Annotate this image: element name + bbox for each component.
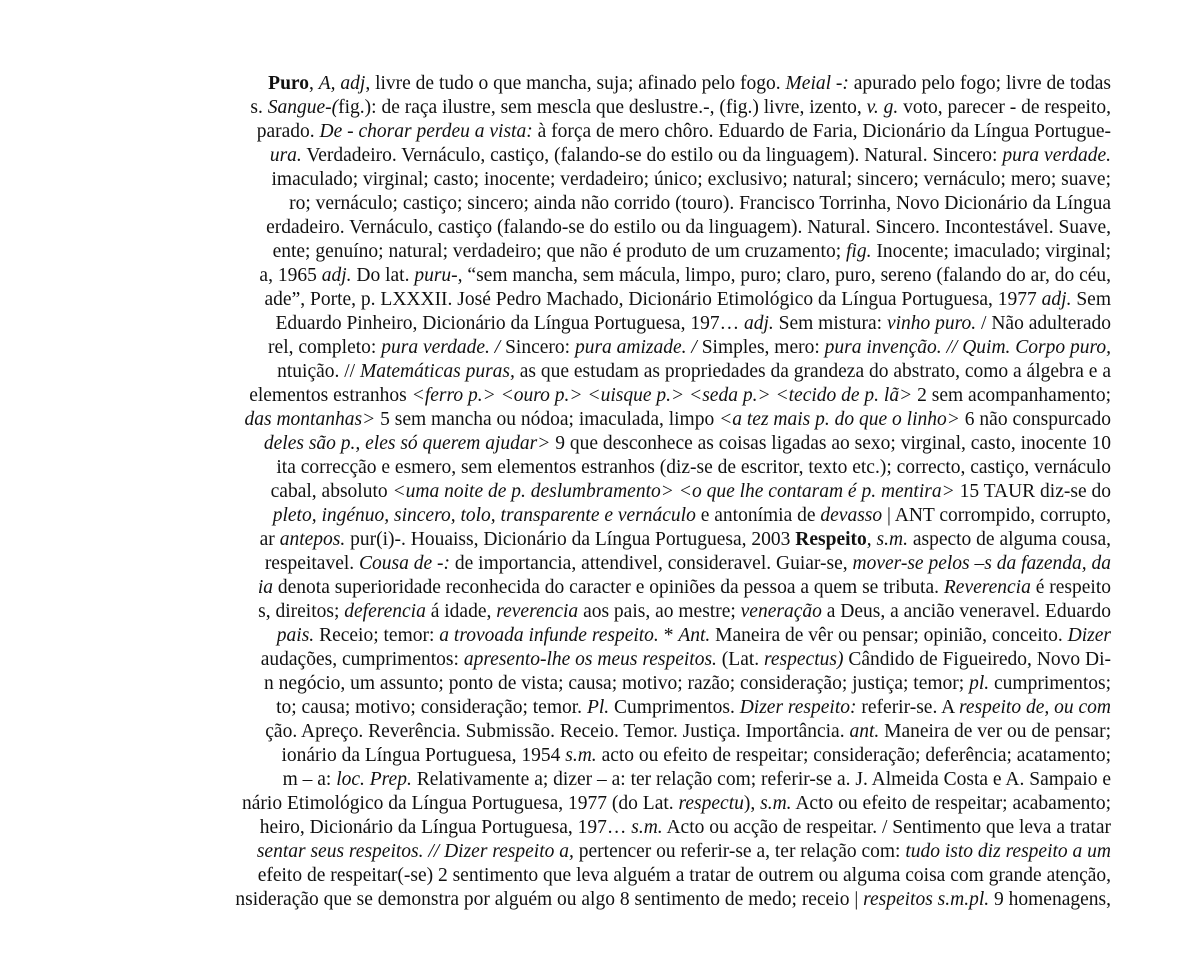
text-segment: ionário da Língua Portuguesa, 1954 bbox=[281, 745, 566, 766]
text-line-content bbox=[264, 431, 1111, 457]
text-line bbox=[0, 119, 1111, 145]
text-line-content bbox=[257, 119, 1111, 145]
text-segment: ente; genuíno; natural; verdadeiro; que não é produto de um cruzamento; bbox=[272, 241, 846, 262]
text-segment: , livre de tudo o que mancha, suja; afinado pelo fogo. bbox=[365, 73, 786, 94]
text-segment: denota superioridade reconhecida do caracter e opiniões da pessoa a quem se tributa. bbox=[273, 577, 944, 598]
text-segment: Maneira de vêr ou pensar; opinião, conceito. bbox=[710, 625, 1068, 646]
italic-text: das montanhas> bbox=[244, 409, 376, 430]
text-line bbox=[0, 95, 1111, 121]
italic-text: fig. bbox=[846, 241, 872, 262]
italic-text: adj. bbox=[321, 265, 352, 286]
text-segment: Sem mistura: bbox=[773, 313, 887, 334]
text-segment: 2 sem acompanhamento; bbox=[912, 385, 1111, 406]
text-line-content bbox=[245, 407, 1111, 433]
text-line bbox=[0, 479, 1111, 505]
text-segment: Acto ou efeito de respeitar; acabamento; bbox=[791, 793, 1111, 814]
italic-text: sentar seus respeitos. // Dizer respeito a, bbox=[256, 841, 574, 862]
text-line-content bbox=[260, 527, 1111, 553]
italic-text: Dizer bbox=[1067, 625, 1111, 646]
headword: Respeito bbox=[795, 529, 867, 550]
text-segment: 15 TAUR diz-se do bbox=[954, 481, 1111, 502]
text-segment: apurado pelo fogo; livre de todas bbox=[848, 73, 1111, 94]
text-segment: fig.): de raça ilustre, sem mescla que deslustre.-, (fig.) livre, izento, bbox=[338, 97, 867, 118]
text-segment: respeitavel. bbox=[264, 553, 360, 574]
text-segment: ita correcção e esmero, sem elementos estranhos (diz-se de escritor, texto etc.); correcto, castiço, vernáculo bbox=[276, 457, 1111, 478]
text-segment: ar bbox=[259, 529, 280, 550]
text-line-content bbox=[264, 671, 1111, 697]
text-segment: heiro, Dicionário da Língua Portuguesa, 197… bbox=[259, 817, 632, 838]
text-segment: “sem mancha, sem mácula, limpo, puro; claro, puro, sereno (falando do ar, do céu, bbox=[462, 265, 1111, 286]
text-line-content bbox=[277, 359, 1111, 385]
text-segment: à força de mero chôro. Eduardo de Faria, Dicionário da Língua Portugue- bbox=[532, 121, 1111, 142]
italic-text: ura. bbox=[269, 145, 302, 166]
text-line-content bbox=[273, 239, 1111, 265]
text-segment: Relativamente a; dizer – a: ter relação com; referir-se a. J. Almeida Costa e A. Sampaio e bbox=[411, 769, 1111, 790]
italic-text: pais. bbox=[276, 625, 315, 646]
text-line-content bbox=[261, 647, 1111, 673]
text-line-content bbox=[235, 887, 1111, 911]
italic-text: loc. Prep. bbox=[336, 769, 412, 790]
text-line-content bbox=[289, 191, 1111, 217]
italic-text: vinho puro. bbox=[886, 313, 977, 334]
text-segment: cumprimentos; bbox=[989, 673, 1111, 694]
italic-text: antepos. bbox=[279, 529, 346, 550]
text-segment: a Deus, a ancião veneravel. Eduardo bbox=[821, 601, 1111, 622]
text-line-content bbox=[258, 599, 1111, 625]
text-line bbox=[0, 503, 1111, 529]
italic-text: Meial -: bbox=[785, 73, 849, 94]
text-segment: Eduardo Pinheiro, Dicionário da Língua Portuguesa, 197… bbox=[275, 313, 744, 334]
text-segment: erdadeiro. Vernáculo, castiço (falando-se do estilo ou da linguagem). Natural. Sincero. Incontestável. Suave, bbox=[266, 217, 1111, 238]
italic-text: pura verdade. / bbox=[381, 337, 501, 358]
text-line bbox=[0, 887, 1111, 911]
text-line bbox=[0, 359, 1111, 385]
text-segment: Acto ou acção de respeitar. / Sentimento que leva a tratar bbox=[662, 817, 1111, 838]
text-line bbox=[0, 551, 1111, 577]
text-segment: imaculado; virginal; casto; inocente; verdadeiro; único; exclusivo; natural; sincero; vernáculo; mero; suave; bbox=[271, 169, 1111, 190]
text-line bbox=[0, 767, 1111, 793]
text-line bbox=[0, 71, 1111, 97]
text-segment: parado. bbox=[256, 121, 320, 142]
dictionary-text-block bbox=[0, 71, 1200, 911]
italic-text: deferencia bbox=[344, 601, 426, 622]
text-segment: , bbox=[308, 73, 319, 94]
text-line bbox=[0, 335, 1111, 361]
text-line bbox=[0, 263, 1111, 289]
italic-text: respeitos s.m.pl. bbox=[863, 889, 990, 910]
text-line bbox=[0, 311, 1111, 337]
text-line bbox=[0, 719, 1111, 745]
text-line bbox=[0, 167, 1111, 193]
italic-text: Pl. bbox=[586, 697, 610, 718]
italic-text: respectu bbox=[678, 793, 744, 814]
text-line bbox=[0, 527, 1111, 553]
text-segment: aos pais, ao mestre; bbox=[578, 601, 741, 622]
text-segment: ro; vernáculo; castiço; sincero; ainda não corrido (touro). Francisco Torrinha, Novo Dicionário da Língua bbox=[289, 193, 1111, 214]
text-segment: ade”, Porte, p. LXXXII. José Pedro Machado, Dicionário Etimológico da Língua Portuguesa, 1977 bbox=[264, 289, 1042, 310]
italic-text: ant. bbox=[849, 721, 880, 742]
text-line-content bbox=[265, 551, 1111, 577]
italic-text: adj. bbox=[1041, 289, 1072, 310]
text-line bbox=[0, 575, 1111, 601]
text-segment: nário Etimológico da Língua Portuguesa, 1977 (do Lat. bbox=[242, 793, 679, 814]
italic-text: Dizer respeito: bbox=[739, 697, 857, 718]
italic-text: adj. bbox=[743, 313, 774, 334]
italic-text: Cousa de -: bbox=[359, 553, 451, 574]
italic-text: A, adj bbox=[318, 73, 366, 94]
italic-text: s.m. bbox=[876, 529, 908, 550]
text-line-content bbox=[260, 815, 1111, 841]
italic-text: s.m. bbox=[565, 745, 597, 766]
text-line-content bbox=[276, 311, 1111, 337]
italic-text: Reverencia bbox=[943, 577, 1031, 598]
text-line-content bbox=[276, 695, 1111, 721]
italic-text: deles são p., eles só querem ajudar> bbox=[263, 433, 551, 454]
text-segment: m – a: bbox=[282, 769, 337, 790]
italic-text: s.m. bbox=[760, 793, 792, 814]
text-segment: audações, cumprimentos: bbox=[260, 649, 464, 670]
text-segment: s. bbox=[250, 97, 268, 118]
text-line-content bbox=[265, 719, 1111, 745]
italic-text: tudo isto diz respeito a um bbox=[905, 841, 1111, 862]
text-line-content bbox=[276, 455, 1111, 481]
italic-text: respeito de, ou com bbox=[959, 697, 1111, 718]
text-line-content bbox=[259, 263, 1111, 289]
italic-text: reverencia bbox=[496, 601, 579, 622]
italic-text: devasso bbox=[820, 505, 883, 526]
text-line bbox=[0, 191, 1111, 217]
text-segment: e antonímia de bbox=[695, 505, 821, 526]
text-segment: 5 sem mancha ou nódoa; imaculada, limpo bbox=[375, 409, 720, 430]
text-segment: * bbox=[658, 625, 679, 646]
text-segment: acto ou efeito de respeitar; consideração; deferência; acatamento; bbox=[596, 745, 1111, 766]
text-line bbox=[0, 791, 1111, 817]
text-segment: Receio; temor: bbox=[314, 625, 440, 646]
text-segment: , bbox=[866, 529, 877, 550]
text-line bbox=[0, 215, 1111, 241]
text-segment: 6 não conspurcado bbox=[959, 409, 1111, 430]
text-line bbox=[0, 239, 1111, 265]
text-line-content bbox=[277, 623, 1111, 649]
text-line bbox=[0, 407, 1111, 433]
text-line-content bbox=[270, 143, 1111, 169]
text-line bbox=[0, 455, 1111, 481]
text-segment: Cumprimentos. bbox=[609, 697, 740, 718]
text-segment: 9 homenagens, bbox=[989, 889, 1111, 910]
text-segment: Sincero: bbox=[500, 337, 575, 358]
italic-text: De - chorar perdeu a vista: bbox=[319, 121, 533, 142]
italic-text: <uma noite de p. deslumbramento> <o que lhe contaram é p. mentira> bbox=[392, 481, 955, 502]
text-line-content bbox=[258, 863, 1111, 889]
text-line bbox=[0, 695, 1111, 721]
text-line bbox=[0, 743, 1111, 769]
text-segment: Verdadeiro. Vernáculo, castiço, (falando-se do estilo ou da linguagem). Natural. Sincero: bbox=[301, 145, 1003, 166]
italic-text: respectus) bbox=[764, 649, 844, 670]
text-line-content bbox=[250, 95, 1111, 121]
text-segment: Inocente; imaculado; virginal; bbox=[871, 241, 1111, 262]
text-line bbox=[0, 623, 1111, 649]
italic-text: ia bbox=[257, 577, 274, 598]
text-segment: referir-se. A bbox=[856, 697, 959, 718]
text-line-content bbox=[242, 791, 1111, 817]
italic-text: s.m. bbox=[631, 817, 663, 838]
italic-text: pura verdade. bbox=[1002, 145, 1111, 166]
text-segment: cabal, absoluto bbox=[270, 481, 393, 502]
text-segment: to; causa; motivo; consideração; temor. bbox=[276, 697, 587, 718]
italic-text: Ant. bbox=[678, 625, 711, 646]
text-segment: s, direitos; bbox=[258, 601, 345, 622]
italic-text: pura amizade. / bbox=[574, 337, 697, 358]
text-line bbox=[0, 863, 1111, 889]
text-line-content bbox=[257, 839, 1111, 865]
text-line-content bbox=[266, 215, 1111, 241]
text-segment: Do lat. bbox=[351, 265, 415, 286]
text-segment: 9 que desconhece as coisas ligadas ao sexo; virginal, casto, inocente 10 bbox=[550, 433, 1111, 454]
text-line-content bbox=[265, 287, 1111, 313]
text-segment: elementos estranhos bbox=[249, 385, 412, 406]
italic-text: pl. bbox=[969, 673, 990, 694]
italic-text: mover-se pelos –s da fazenda, da bbox=[852, 553, 1111, 574]
text-segment: efeito de respeitar(-se) 2 sentimento que leva alguém a tratar de outrem ou alguma coisa com grande atenção, bbox=[257, 865, 1111, 886]
italic-text: v. g. bbox=[866, 97, 899, 118]
italic-text: a trovoada infunde respeito. bbox=[439, 625, 659, 646]
text-line-content bbox=[281, 743, 1111, 769]
text-segment: ntuição. // bbox=[277, 361, 360, 382]
text-line bbox=[0, 599, 1111, 625]
italic-text: Matemáticas puras, bbox=[359, 361, 515, 382]
text-segment: aspecto de alguma cousa, bbox=[907, 529, 1111, 550]
italic-text: puru-, bbox=[414, 265, 463, 286]
text-segment: a, 1965 bbox=[259, 265, 322, 286]
text-segment: / Não adulterado bbox=[976, 313, 1111, 334]
italic-text: <a tez mais p. do que o linho> bbox=[719, 409, 960, 430]
headword: Puro bbox=[268, 73, 309, 94]
text-line bbox=[0, 431, 1111, 457]
italic-text: pura invenção. // Quim. Corpo puro, bbox=[824, 337, 1111, 358]
text-line bbox=[0, 671, 1111, 697]
text-line-content bbox=[273, 503, 1111, 529]
text-segment: (Lat. bbox=[716, 649, 765, 670]
text-line bbox=[0, 815, 1111, 841]
text-segment: Sem bbox=[1071, 289, 1111, 310]
text-line-content bbox=[272, 167, 1112, 193]
text-line bbox=[0, 647, 1111, 673]
text-segment: ), bbox=[743, 793, 761, 814]
text-segment: nsideração que se demonstra por alguém ou algo 8 sentimento de medo; receio | bbox=[235, 889, 864, 910]
text-segment: Simples, mero: bbox=[696, 337, 825, 358]
italic-text: pleto, ingénuo, sincero, tolo, transparente e vernáculo bbox=[272, 505, 696, 526]
text-line-content bbox=[283, 767, 1111, 793]
text-segment: n negócio, um assunto; ponto de vista; causa; motivo; razão; consideração; justiça; temor; bbox=[264, 673, 970, 694]
text-segment: rel, completo: bbox=[268, 337, 382, 358]
text-line-content bbox=[268, 71, 1111, 97]
text-line-content bbox=[271, 479, 1111, 505]
text-line bbox=[0, 383, 1111, 409]
text-segment: á idade, bbox=[425, 601, 497, 622]
text-line bbox=[0, 839, 1111, 865]
italic-text: Sangue-( bbox=[267, 97, 339, 118]
text-segment: é respeito bbox=[1030, 577, 1111, 598]
text-line-content bbox=[258, 575, 1111, 601]
text-segment: pur(i)-. Houaiss, Dicionário da Língua Portuguesa, 2003 bbox=[345, 529, 796, 550]
text-line-content bbox=[268, 335, 1111, 361]
text-segment: ção. Apreço. Reverência. Submissão. Receio. Temor. Justiça. Importância. bbox=[265, 721, 850, 742]
italic-text: apresento-lhe os meus respeitos. bbox=[463, 649, 717, 670]
text-line bbox=[0, 287, 1111, 313]
italic-text: veneração bbox=[740, 601, 822, 622]
italic-text: <ferro p.> <ouro p.> <uisque p.> <seda p.> <tecido de p. lã> bbox=[411, 385, 913, 406]
text-segment: as que estudam as propriedades da grandeza do abstrato, como a álgebra e a bbox=[514, 361, 1111, 382]
text-segment: de importancia, attendivel, consideravel. Guiar-se, bbox=[450, 553, 853, 574]
text-line-content bbox=[249, 383, 1111, 409]
text-segment: pertencer ou referir-se a, ter relação com: bbox=[573, 841, 906, 862]
text-segment: voto, parecer - de respeito, bbox=[898, 97, 1111, 118]
text-segment: | ANT corrompido, corrupto, bbox=[882, 505, 1111, 526]
text-segment: Maneira de ver ou de pensar; bbox=[879, 721, 1111, 742]
text-line bbox=[0, 143, 1111, 169]
text-segment: Cândido de Figueiredo, Novo Di- bbox=[843, 649, 1111, 670]
